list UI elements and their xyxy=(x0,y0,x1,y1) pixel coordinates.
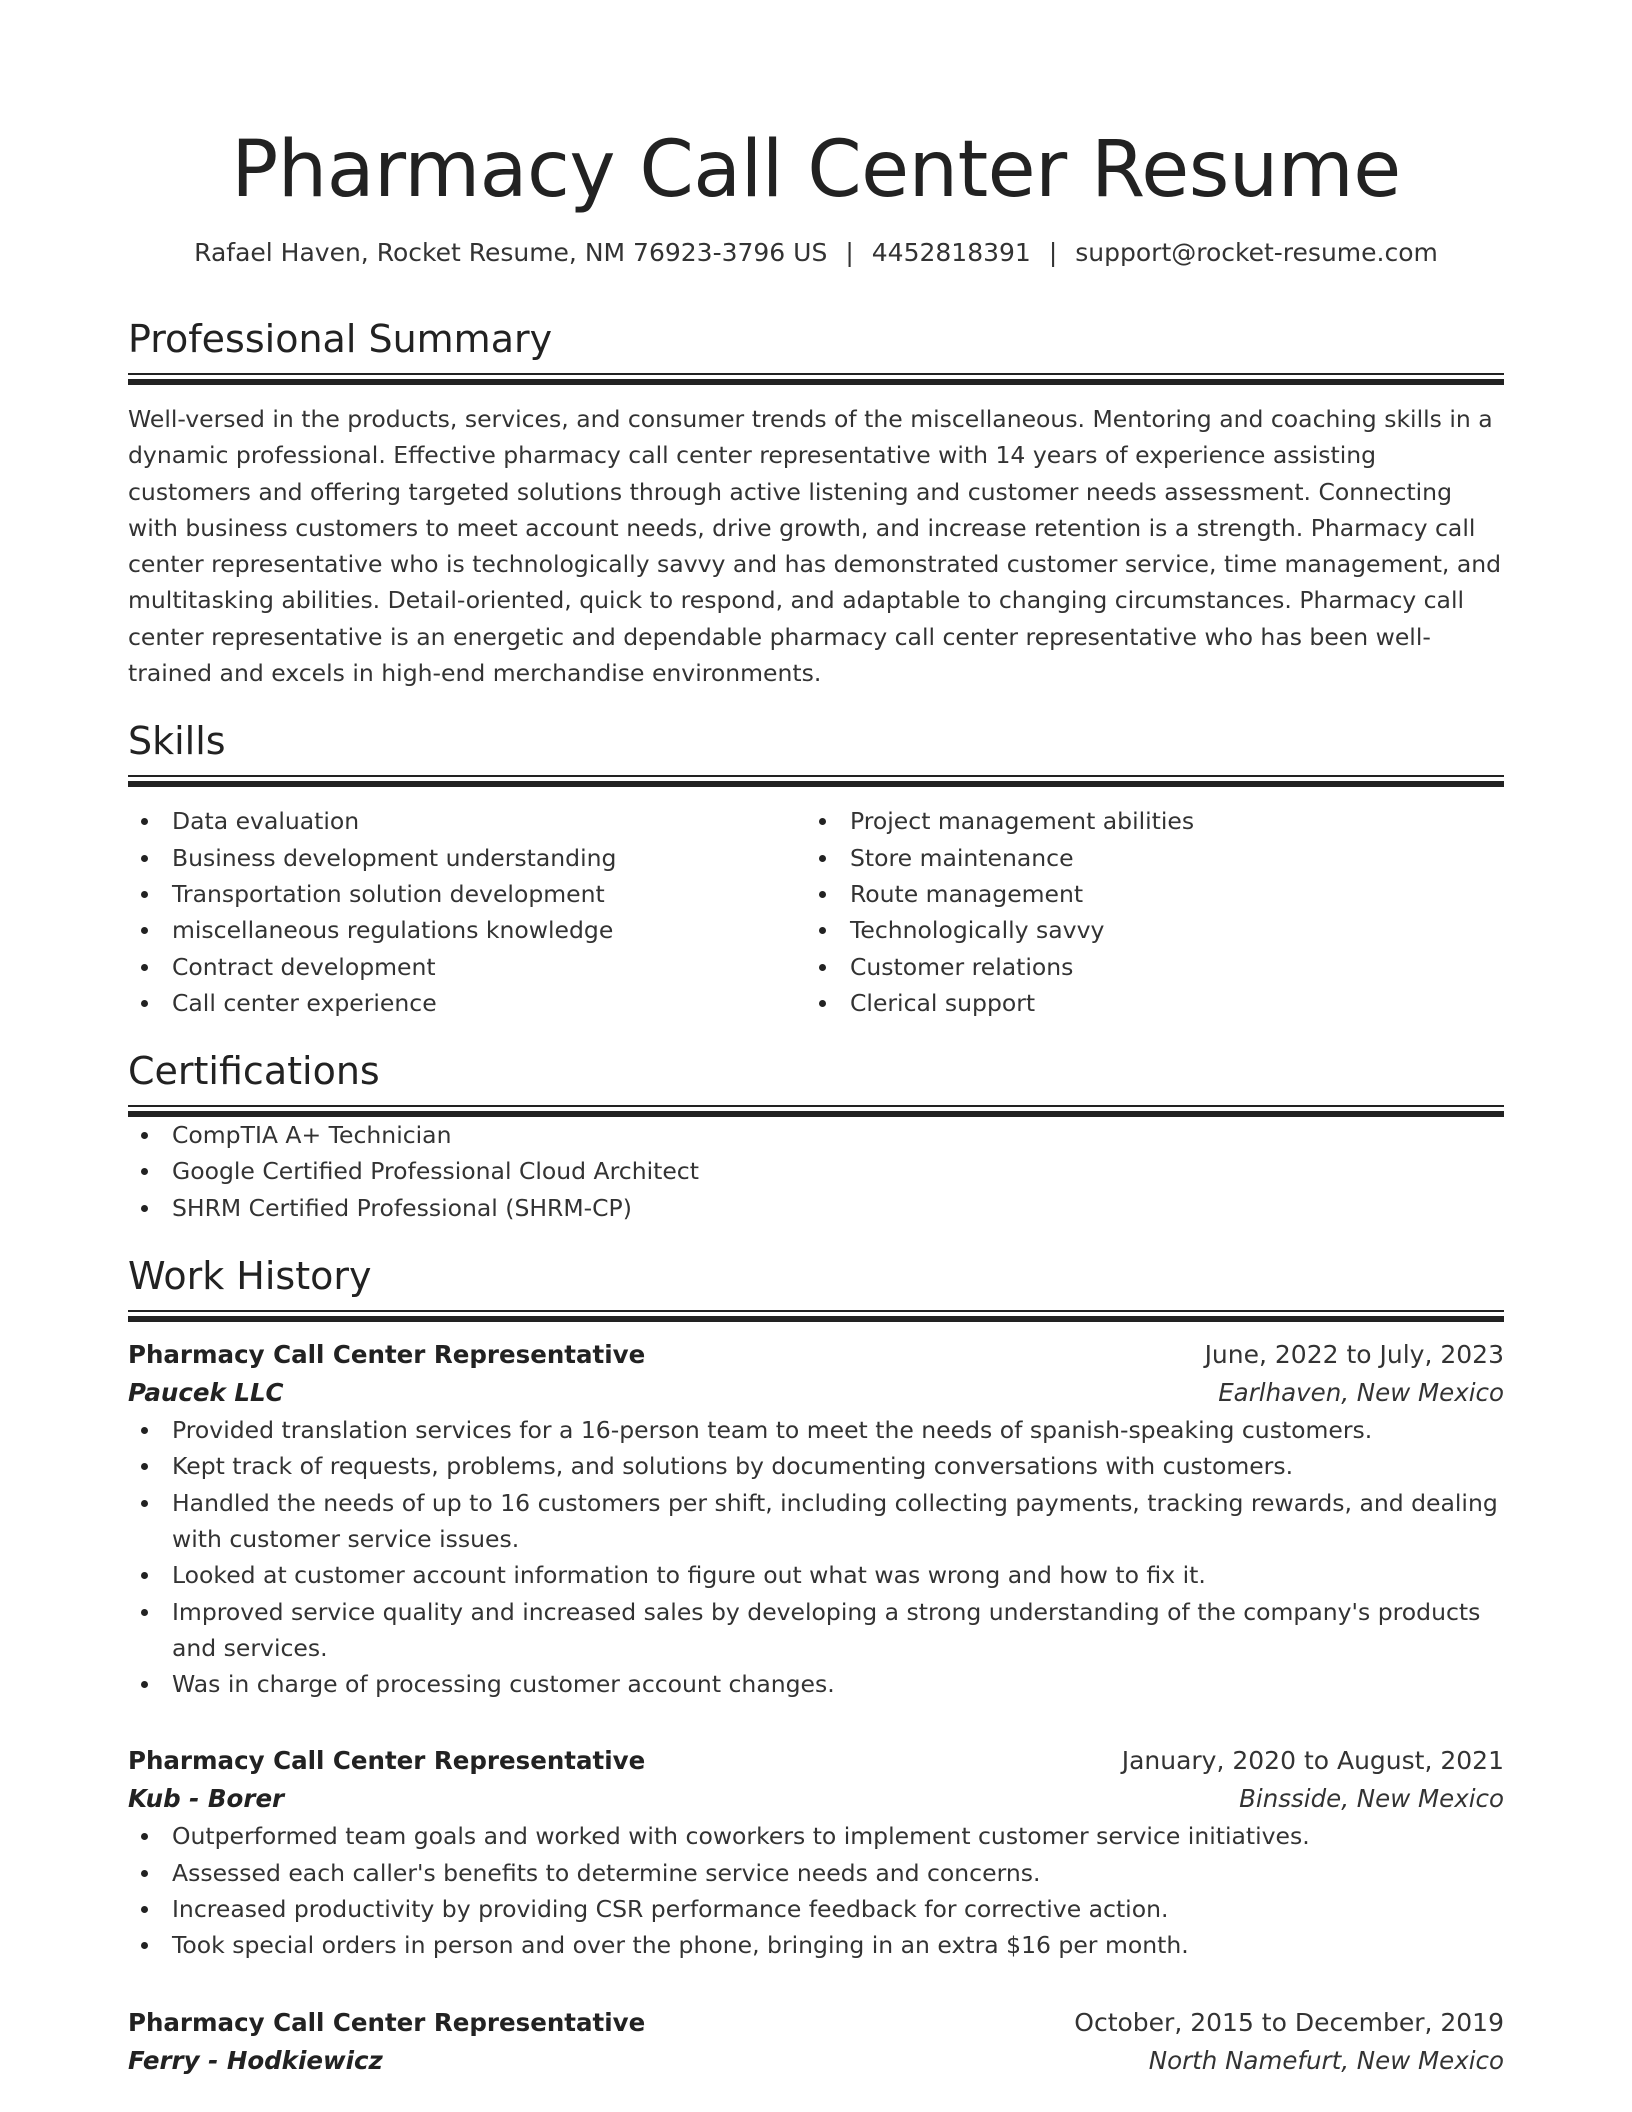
bullet-icon xyxy=(141,1168,148,1175)
bullet-icon xyxy=(141,1870,148,1877)
job-location: Earlhaven, New Mexico xyxy=(1218,1378,1504,1408)
skill-item xyxy=(806,949,1484,985)
job-bullet-text: Increased productivity by providing CSR performance feedback for corrective action. xyxy=(172,1895,1169,1924)
skill-label: Customer relations xyxy=(850,952,1074,981)
bullet-icon xyxy=(141,1906,148,1913)
section-divider xyxy=(128,1105,1504,1117)
skill-item xyxy=(806,876,1484,912)
bullet-icon xyxy=(819,927,826,934)
contact-line xyxy=(128,236,1504,270)
job-bullet-text: Took special orders in person and over the phone, bringing in an extra $16 per month. xyxy=(172,1931,1189,1960)
contact-email: support@rocket-resume.com xyxy=(1075,238,1438,267)
summary-section xyxy=(128,315,1504,691)
job-location: North Namefurt, New Mexico xyxy=(1148,2045,1504,2075)
bullet-icon xyxy=(141,1427,148,1434)
bullet-icon xyxy=(141,1500,148,1507)
job-bullet-text: Provided translation services for a 16-person team to meet the needs of spanish-speaking customers. xyxy=(172,1416,1373,1445)
job-bullet xyxy=(128,1891,1504,1927)
skill-item xyxy=(128,876,806,912)
job-dates: October, 2015 to December, 2019 xyxy=(1074,2007,1504,2037)
job-bullet xyxy=(128,1666,1504,1702)
job-entry xyxy=(128,1742,1504,1963)
skill-label: Data evaluation xyxy=(172,807,360,836)
job-bullet-text: Looked at customer account information to figure out what was wrong and how to fix it. xyxy=(172,1561,1206,1590)
bullet-icon xyxy=(141,927,148,934)
skill-item xyxy=(128,803,806,839)
skill-item xyxy=(128,840,806,876)
skills-column-left xyxy=(128,803,806,1021)
bullet-icon xyxy=(141,891,148,898)
skills-list-right xyxy=(806,803,1484,1021)
job-bullet xyxy=(128,1557,1504,1593)
certifications-section xyxy=(128,1047,1504,1226)
job-title: Pharmacy Call Center Representative xyxy=(128,1340,646,1370)
job-header-row xyxy=(128,1336,1504,1374)
job-header-row xyxy=(128,1742,1504,1780)
certifications-heading: Certifications xyxy=(128,1049,380,1094)
skill-label: Contract development xyxy=(172,952,436,981)
job-company-row xyxy=(128,1780,1504,1818)
job-dates: June, 2022 to July, 2023 xyxy=(1204,1340,1504,1370)
job-bullet xyxy=(128,1594,1504,1667)
bullet-icon xyxy=(141,1132,148,1139)
contact-address: Rafael Haven, Rocket Resume, NM 76923-3796 US xyxy=(194,238,828,267)
job-entry xyxy=(128,2004,1504,2080)
job-company-row xyxy=(128,2042,1504,2080)
skill-label: Project management abilities xyxy=(850,807,1195,836)
certification-item xyxy=(128,1153,1504,1189)
bullet-icon xyxy=(141,1000,148,1007)
resume-title: Pharmacy Call Center Resume xyxy=(231,125,1401,215)
section-divider xyxy=(128,1310,1504,1322)
bullet-icon xyxy=(141,1463,148,1470)
skill-item xyxy=(128,912,806,948)
certification-item xyxy=(128,1190,1504,1226)
skills-heading: Skills xyxy=(128,719,226,764)
work-history-section xyxy=(128,1252,1504,2080)
bullet-icon xyxy=(819,1000,826,1007)
bullet-icon xyxy=(141,1833,148,1840)
skill-label: miscellaneous regulations knowledge xyxy=(172,916,614,945)
certification-label: SHRM Certified Professional (SHRM-CP) xyxy=(172,1193,632,1222)
skills-list-left xyxy=(128,803,806,1021)
bullet-icon xyxy=(819,855,826,862)
job-bullet xyxy=(128,1927,1504,1963)
bullet-icon xyxy=(819,964,826,971)
bullet-icon xyxy=(819,891,826,898)
skill-label: Technologically savvy xyxy=(850,916,1105,945)
job-bullet xyxy=(128,1818,1504,1854)
job-dates: January, 2020 to August, 2021 xyxy=(1121,1746,1504,1776)
skill-item xyxy=(128,985,806,1021)
job-bullet xyxy=(128,1485,1504,1558)
job-bullets xyxy=(128,1818,1504,1963)
skill-item xyxy=(806,912,1484,948)
bullet-icon xyxy=(141,1681,148,1688)
bullet-icon xyxy=(141,1572,148,1579)
job-bullet-text: Kept track of requests, problems, and solutions by documenting conversations with customers. xyxy=(172,1452,1294,1481)
job-title: Pharmacy Call Center Representative xyxy=(128,1746,646,1776)
section-divider xyxy=(128,775,1504,787)
contact-phone: 4452818391 xyxy=(871,238,1031,267)
skills-column-right xyxy=(806,803,1484,1021)
resume-page xyxy=(128,0,1504,2080)
summary-text: Well-versed in the products, services, and consumer trends of the miscellaneous. Mentoring and coaching skills in a dynamic professional. Effective pharmacy call center representative with 14 years of experience assisting customers and offering targeted solutions through active listening and customer needs assessment. Connecting with business customers to meet account needs, drive growth, and increase retention is a strength. Pharmacy call center representative who is technologically savvy and has demonstrated customer service, time management, and multitasking abilities. Detail-oriented, quick to respond, and adaptable to changing circumstances. Pharmacy call center representative is an energetic and dependable pharmacy call center representative who has been well-trained and excels in high-end merchandise environments. xyxy=(128,405,1502,688)
bullet-icon xyxy=(141,1205,148,1212)
bullet-icon xyxy=(141,855,148,862)
bullet-icon xyxy=(819,818,826,825)
bullet-icon xyxy=(141,1942,148,1949)
job-bullet xyxy=(128,1855,1504,1891)
skill-item xyxy=(806,803,1484,839)
section-divider xyxy=(128,373,1504,385)
job-bullet-text: Outperformed team goals and worked with coworkers to implement customer service initiatives. xyxy=(172,1822,1310,1851)
skill-label: Business development understanding xyxy=(172,843,617,872)
certification-item xyxy=(128,1117,1504,1153)
job-bullet-text: Was in charge of processing customer account changes. xyxy=(172,1670,835,1699)
job-bullet-text: Improved service quality and increased sales by developing a strong understanding of the company's products and services. xyxy=(172,1597,1481,1662)
job-company: Kub - Borer xyxy=(128,1784,285,1814)
job-location: Binsside, New Mexico xyxy=(1239,1784,1504,1814)
job-bullets xyxy=(128,1412,1504,1702)
job-bullet xyxy=(128,1448,1504,1484)
job-bullet-text: Handled the needs of up to 16 customers per shift, including collecting payments, tracking rewards, and dealing with customer service issues. xyxy=(172,1488,1498,1553)
bullet-icon xyxy=(141,1609,148,1616)
job-title: Pharmacy Call Center Representative xyxy=(128,2007,646,2037)
job-company: Ferry - Hodkiewicz xyxy=(128,2045,383,2075)
summary-heading: Professional Summary xyxy=(128,317,553,361)
skill-label: Call center experience xyxy=(172,988,437,1017)
skill-label: Transportation solution development xyxy=(172,879,605,908)
job-bullet xyxy=(128,1412,1504,1448)
certifications-list xyxy=(128,1117,1504,1226)
skill-item xyxy=(128,949,806,985)
job-company: Paucek LLC xyxy=(128,1378,284,1408)
bullet-icon xyxy=(141,964,148,971)
job-header-row xyxy=(128,2004,1504,2042)
bullet-icon xyxy=(141,818,148,825)
skill-item xyxy=(806,840,1484,876)
skills-grid xyxy=(128,803,1504,1021)
work-history-heading: Work History xyxy=(128,1254,372,1299)
skill-label: Store maintenance xyxy=(850,843,1074,872)
skill-label: Clerical support xyxy=(850,988,1036,1017)
contact-separator: | xyxy=(1048,238,1058,267)
certification-label: Google Certified Professional Cloud Architect xyxy=(172,1157,699,1186)
job-entry xyxy=(128,1336,1504,1702)
skill-item xyxy=(806,985,1484,1021)
contact-separator: | xyxy=(845,238,854,267)
skills-section xyxy=(128,717,1504,1021)
certification-label: CompTIA A+ Technician xyxy=(172,1121,452,1150)
job-bullet-text: Assessed each caller's benefits to determine service needs and concerns. xyxy=(172,1858,1041,1887)
skill-label: Route management xyxy=(850,879,1084,908)
job-company-row xyxy=(128,1374,1504,1412)
